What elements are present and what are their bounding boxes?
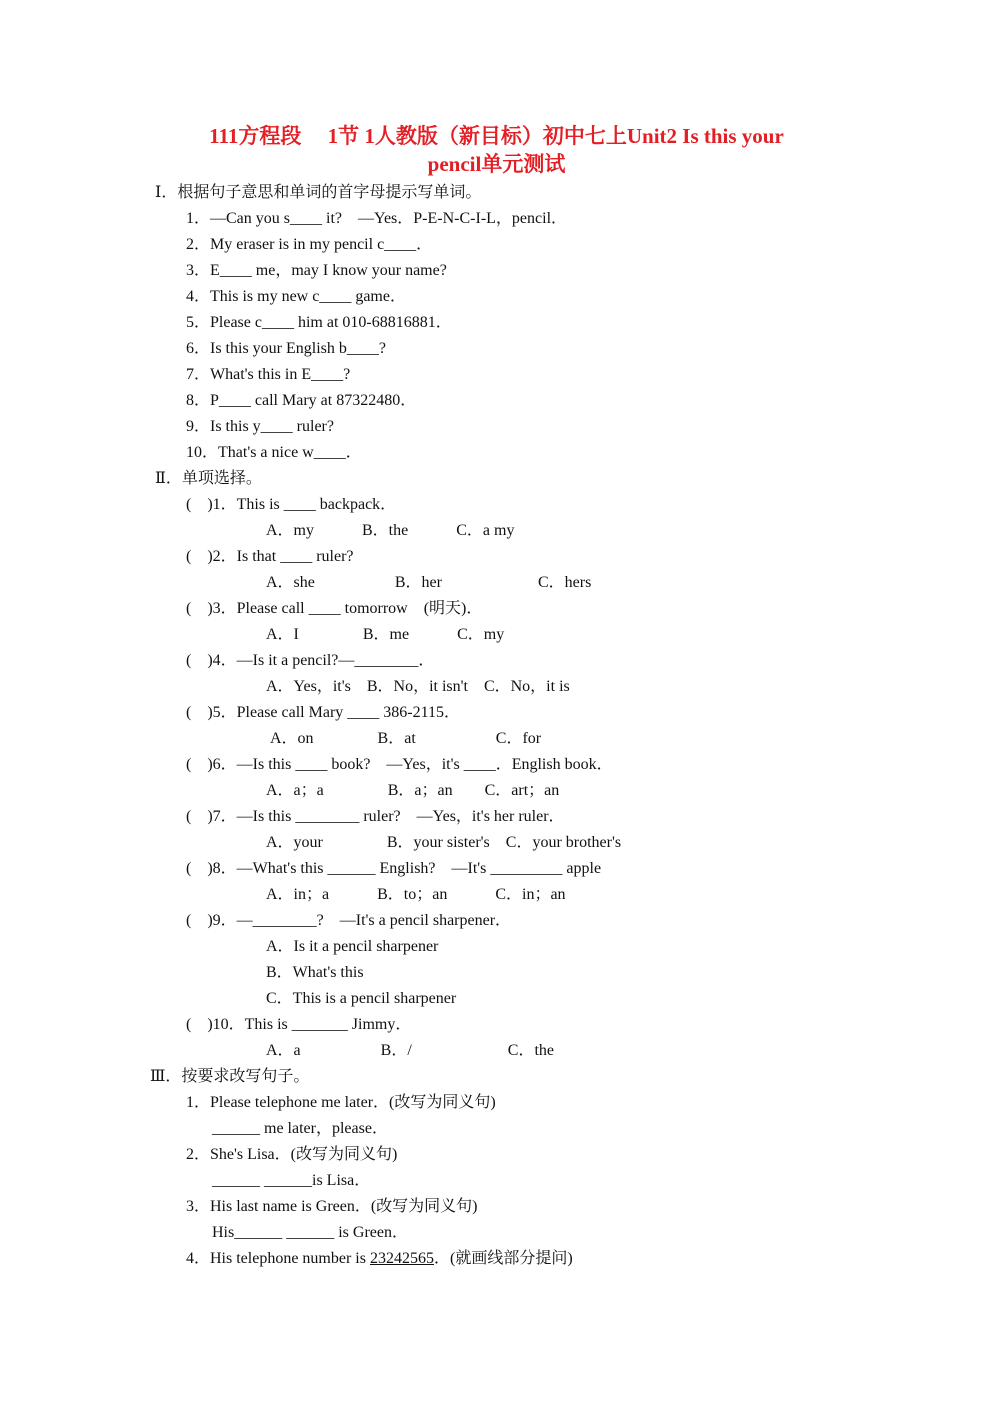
title-line-2: pencil单元测试 [427,152,566,176]
question-3: ( )3．Please call ____ tomorrow (明天)． [186,600,483,617]
rewrite-item-2: 2．She's Lisa．(改写为同义句) [186,1146,398,1163]
question-1: ( )1．This is ____ backpack． [186,496,397,513]
rewrite-item-3-answer: His______ ______ is Green． [212,1224,408,1241]
question-10: ( )10．This is _______ Jimmy． [186,1016,412,1033]
question-6: ( )6．—Is this ____ book? —Yes，it's ____．English book． [186,756,613,773]
list-item: 9．Is this y____ ruler? [186,418,334,435]
list-item: 1．—Can you s____ it? —Yes．P-E-N-C-I-L，pencil． [186,210,568,227]
section-2-heading: Ⅱ．单项选择。 [155,470,262,487]
question-4-options: A．Yes，it's B．No，it isn't C．No，it is [266,678,570,695]
rewrite-item-3: 3．His last name is Green．(改写为同义句) [186,1198,478,1215]
question-7-options: A．your B．your sister's C．your brother's [266,834,622,851]
rewrite-item-2-answer: ______ ______is Lisa． [212,1172,371,1189]
question-5: ( )5．Please call Mary ____ 386-2115． [186,704,461,721]
question-7: ( )7．—Is this ________ ruler? —Yes，it's her ruler． [186,808,565,825]
list-item: 10．That's a nice w____． [186,444,362,461]
rewrite-item-4 [186,1248,573,1270]
question-9-option-c: C．This is a pencil sharpener [266,990,457,1007]
section-3-heading: Ⅲ．按要求改写句子。 [150,1068,310,1085]
list-item: 8．P____ call Mary at 87322480． [186,392,417,409]
question-1-options: A．my B．the C．a my [266,522,515,539]
list-item: 2．My eraser is in my pencil c____． [186,236,433,253]
question-9-option-b: B．What's this [266,964,364,981]
question-5-options: A．on B．at C．for [270,730,542,747]
list-item: 5．Please c____ him at 010-68816881． [186,314,452,331]
question-6-options: A．a；a B．a；an C．art；an [266,782,560,799]
list-item: 7．What's this in E____? [186,366,351,383]
question-9-option-a: A．Is it a pencil sharpener [266,938,439,955]
question-3-options: A．I B．me C．my [266,626,505,643]
list-item: 6．Is this your English b____? [186,340,386,357]
title-line-1: 111方程段 1节 1人教版（新目标）初中七上Unit2 Is this your [209,124,784,148]
question-8: ( )8．—What's this ______ English? —It's _________ apple [186,860,602,877]
question-4: ( )4．—Is it a pencil?—________． [186,652,435,669]
rewrite-item-1-answer: ______ me later，please． [212,1120,388,1137]
list-item: 4．This is my new c____ game． [186,288,406,305]
rewrite-item-1: 1．Please telephone me later．(改写为同义句) [186,1094,496,1111]
list-item: 3．E____ me，may I know your name? [186,262,447,279]
rewrite-item-4-text: 4．His telephone number is [186,1250,370,1267]
underlined-number: 23242565 [369,1250,434,1267]
question-9: ( )9．—________? —It's a pencil sharpener． [186,912,512,929]
question-8-options: A．in；a B．to；an C．in；an [266,886,566,903]
question-10-options: A．a B．/ C．the [266,1042,554,1059]
question-2: ( )2．Is that ____ ruler? [186,548,354,565]
rewrite-item-4-instruction: ．(就画线部分提问) [433,1250,573,1267]
section-1-heading: Ⅰ．根据句子意思和单词的首字母提示写单词。 [155,184,482,201]
question-2-options: A．she B．her C．hers [266,574,592,591]
